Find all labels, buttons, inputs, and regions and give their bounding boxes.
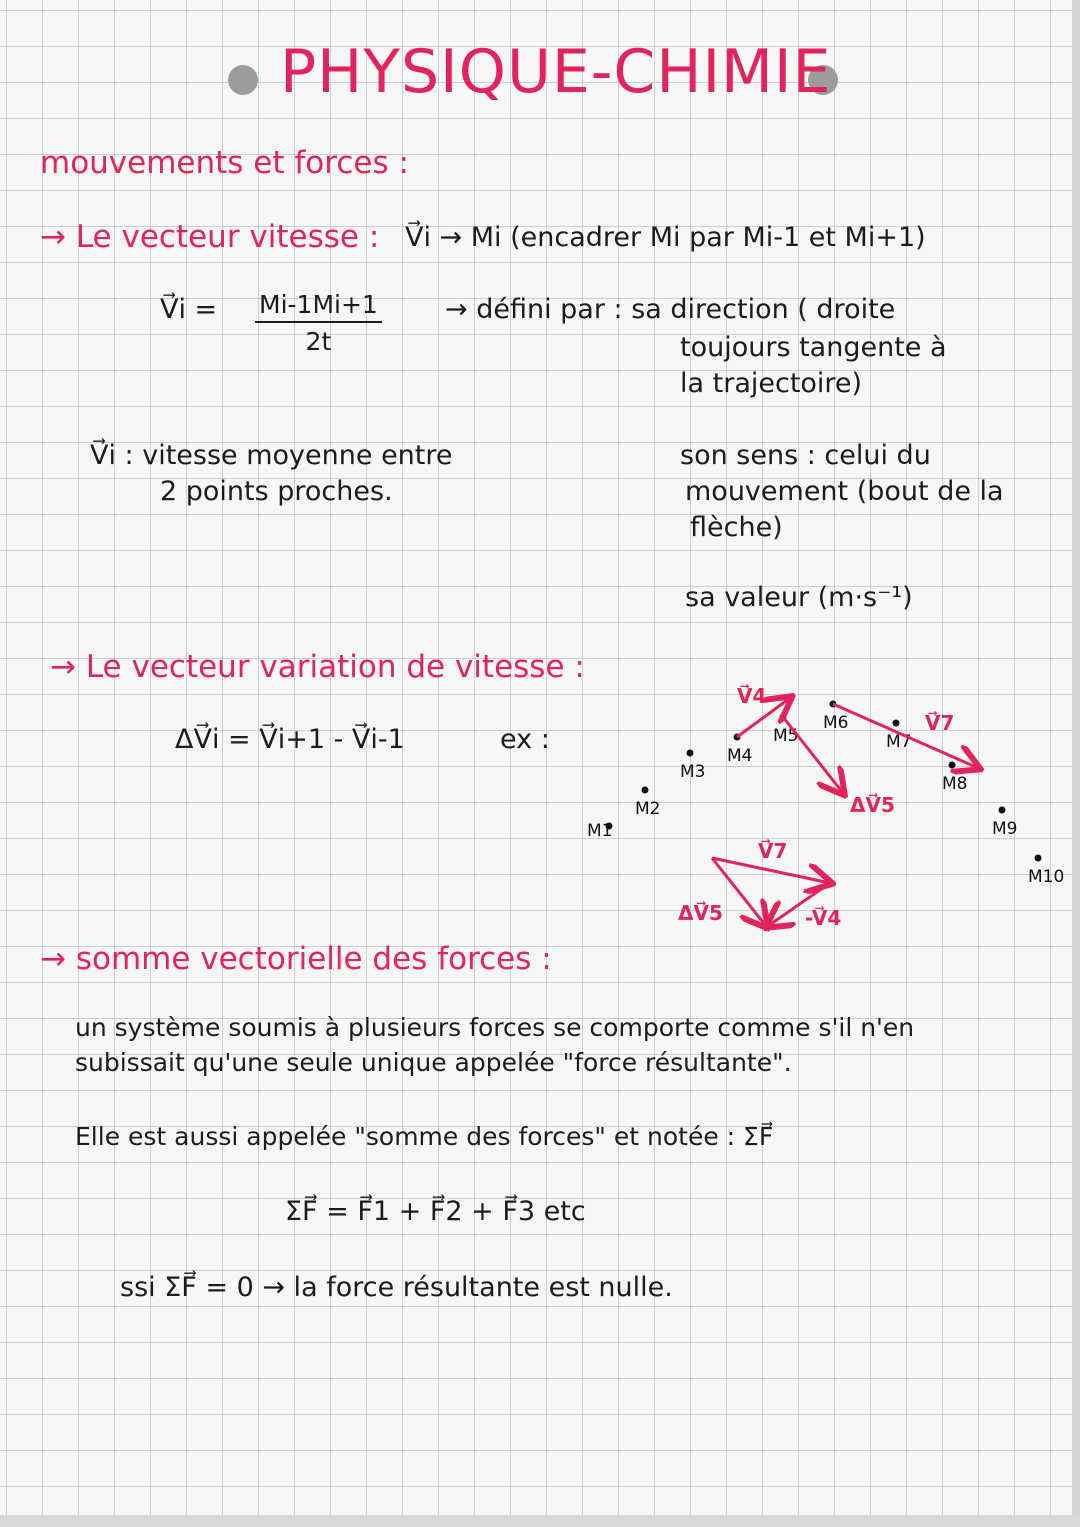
fraction-denominator: 2t (305, 327, 332, 356)
trajectory-point (949, 762, 956, 769)
point-label: M3 (680, 762, 706, 782)
value-line: sa valeur (m·s⁻¹) (685, 582, 913, 613)
point-label: M9 (992, 819, 1018, 839)
section-heading-velocity: → Le vecteur vitesse : (40, 219, 380, 255)
formula-lhs: V⃗i = (160, 294, 218, 325)
trajectory-point (1035, 855, 1042, 862)
section-heading-forces: → somme vectorielle des forces : (40, 941, 552, 977)
point-label: M4 (727, 746, 753, 766)
page-edge (1072, 0, 1080, 1527)
trajectory-point (893, 720, 900, 727)
point-label: M2 (635, 799, 661, 819)
velocity-intro: V⃗i → Mi (encadrer Mi par Mi-1 et Mi+1) (405, 222, 926, 253)
defined-by-line: toujours tangente à (680, 332, 947, 363)
defined-by-line: → défini par : sa direction ( droite (445, 294, 896, 325)
trajectory-point (999, 807, 1006, 814)
section-heading-variation: → Le vecteur variation de vitesse : (50, 649, 585, 685)
trajectory-point (687, 750, 694, 757)
definition-line: V⃗i : vitesse moyenne entre (90, 440, 453, 471)
point-label: M8 (942, 774, 968, 794)
label-v7: V⃗7 (925, 711, 955, 735)
sense-line: flèche) (690, 512, 783, 543)
sense-line: son sens : celui du (680, 440, 931, 471)
example-label: ex : (500, 724, 550, 755)
label-delta-v5: ΔV⃗5 (678, 901, 723, 925)
forces-condition: ssi ΣF⃗ = 0 → la force résultante est nulle. (120, 1272, 673, 1303)
defined-by-line: la trajectoire) (680, 368, 863, 399)
forces-paragraph-line: subissait qu'une seule unique appelée "force résultante". (75, 1048, 792, 1077)
sense-line: mouvement (bout de la (685, 476, 1004, 507)
label-delta-v5: ΔV⃗5 (850, 793, 895, 817)
forces-paragraph-line: un système soumis à plusieurs forces se comporte comme s'il n'en (75, 1013, 915, 1042)
label-minus-v4: -V⃗4 (805, 906, 842, 930)
fraction-numerator: Mi-1Mi+1 (255, 290, 382, 323)
label-v4: V⃗4 (737, 684, 767, 708)
trajectory-point (642, 787, 649, 794)
page-title: PHYSIQUE-CHIMIE (280, 37, 832, 107)
point-label: M5 (773, 726, 799, 746)
vector-v7 (833, 704, 978, 768)
point-label: M7 (886, 732, 912, 752)
forces-sum: ΣF⃗ = F⃗1 + F⃗2 + F⃗3 etc (285, 1196, 586, 1227)
forces-notation: Elle est aussi appelée "somme des forces" et notée : ΣF⃗ (75, 1122, 774, 1151)
label-v7: V⃗7 (758, 839, 788, 863)
subtitle: mouvements et forces : (40, 145, 409, 181)
point-label: M10 (1028, 867, 1065, 887)
point-label: M6 (823, 713, 849, 733)
definition-line: 2 points proches. (160, 476, 393, 507)
variation-formula: ΔV⃗i = V⃗i+1 - V⃗i-1 (175, 724, 405, 755)
page-bottom-edge (0, 1515, 1080, 1527)
point-label: M1 (587, 821, 613, 841)
